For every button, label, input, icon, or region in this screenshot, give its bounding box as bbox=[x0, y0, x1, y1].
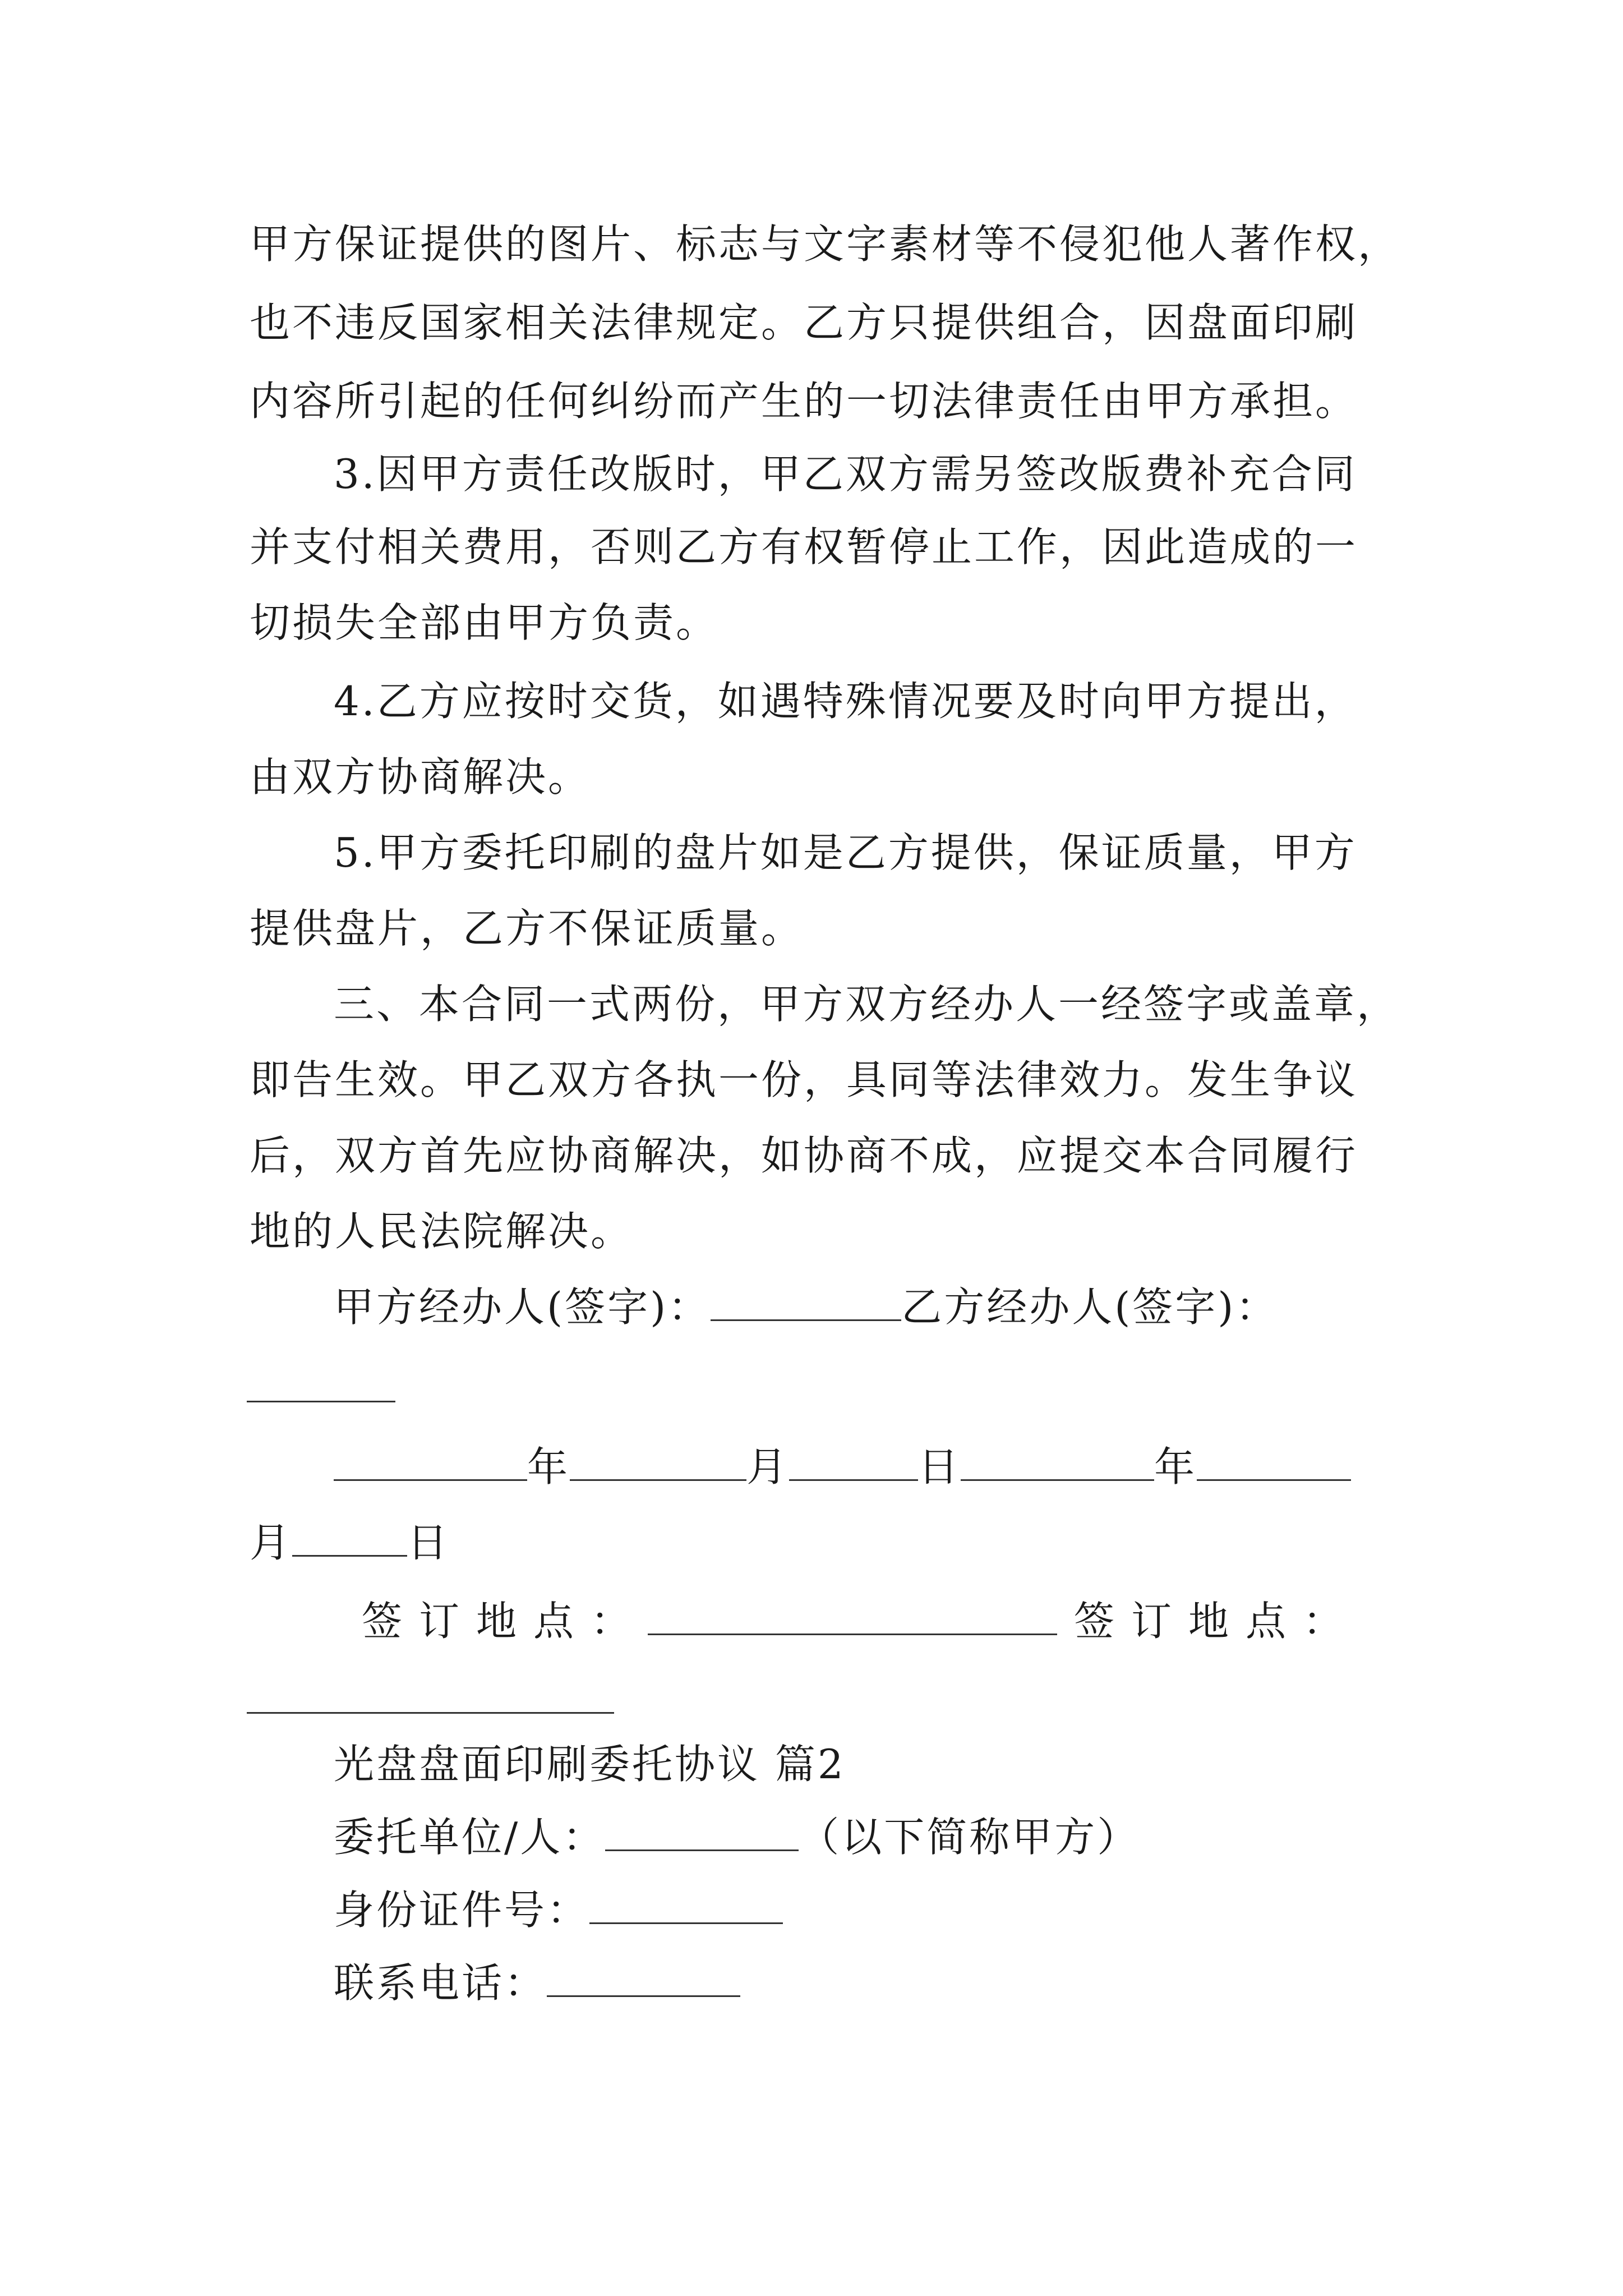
paragraph-line: 切损失全部由甲方负责。 bbox=[250, 599, 719, 646]
paragraph-line: 并支付相关费用，否则乙方有权暂停止工作，因此造成的一 bbox=[250, 523, 1358, 570]
client-label: 委托单位/人： bbox=[334, 1814, 606, 1861]
year-blank bbox=[334, 1439, 527, 1481]
date-line bbox=[334, 1439, 1351, 1495]
month-blank bbox=[1197, 1439, 1351, 1481]
paragraph-line: 3.因甲方责任改版时，甲乙双方需另签改版费补充合同 bbox=[334, 450, 1357, 498]
paragraph-line: 内容所引起的任何纠纷而产生的一切法律责任由甲方承担。 bbox=[250, 378, 1358, 425]
id-line bbox=[334, 1882, 783, 1938]
paragraph-line: 即告生效。甲乙双方各执一份，具同等法律效力。发生争议 bbox=[250, 1056, 1358, 1103]
section-title: 光盘盘面印刷委托协议 篇2 bbox=[334, 1741, 846, 1788]
paragraph-line: 地的人民法院解决。 bbox=[250, 1208, 634, 1255]
paragraph-line: 5.甲方委托印刷的盘片如是乙方提供，保证质量，甲方 bbox=[334, 829, 1357, 876]
month-label: 月 bbox=[746, 1443, 790, 1490]
year-label: 年 bbox=[1154, 1443, 1197, 1490]
client-line bbox=[334, 1809, 1140, 1865]
phone-blank bbox=[547, 1955, 740, 1997]
paragraph-line: 甲方保证提供的图片、标志与文字素材等不侵犯他人著作权， bbox=[250, 220, 1401, 268]
day-label: 日 bbox=[407, 1519, 450, 1566]
day-blank bbox=[292, 1515, 407, 1557]
year-blank bbox=[961, 1439, 1154, 1481]
place-line bbox=[362, 1593, 1360, 1649]
signature-line bbox=[334, 1279, 1278, 1335]
client-blank bbox=[605, 1809, 799, 1851]
date-line-continuation bbox=[250, 1515, 450, 1571]
day-blank bbox=[789, 1439, 918, 1481]
paragraph-line: 后，双方首先应协商解决，如协商不成，应提交本合同履行 bbox=[250, 1132, 1358, 1179]
paragraph-line: 提供盘片，乙方不保证质量。 bbox=[250, 905, 804, 952]
id-blank bbox=[589, 1882, 783, 1924]
place-label: 签订地点： bbox=[362, 1598, 648, 1645]
phone-line bbox=[334, 1955, 740, 2011]
signature-blank-continuation bbox=[247, 1401, 395, 1402]
paragraph-line: 三、本合同一式两份，甲方双方经办人一经签字或盖章， bbox=[334, 981, 1400, 1028]
month-blank bbox=[570, 1439, 746, 1481]
party-a-signature-blank bbox=[711, 1279, 901, 1321]
day-label: 日 bbox=[918, 1443, 961, 1490]
party-b-signature-label: 乙方经办人(签字)： bbox=[901, 1283, 1279, 1331]
place-blank bbox=[648, 1593, 1057, 1635]
month-label: 月 bbox=[250, 1519, 293, 1566]
paragraph-line: 由双方协商解决。 bbox=[250, 753, 591, 800]
phone-label: 联系电话： bbox=[334, 1959, 547, 2007]
place-blank-continuation bbox=[247, 1712, 614, 1714]
party-a-signature-label: 甲方经办人(签字)： bbox=[334, 1283, 711, 1331]
id-label: 身份证件号： bbox=[334, 1887, 590, 1934]
client-suffix: （以下简称甲方） bbox=[799, 1814, 1140, 1861]
paragraph-line: 也不违反国家相关法律规定。乙方只提供组合，因盘面印刷 bbox=[250, 299, 1358, 346]
year-label: 年 bbox=[527, 1443, 570, 1490]
place-label: 签订地点： bbox=[1074, 1598, 1361, 1645]
paragraph-line: 4.乙方应按时交货，如遇特殊情况要及时向甲方提出， bbox=[334, 678, 1357, 725]
